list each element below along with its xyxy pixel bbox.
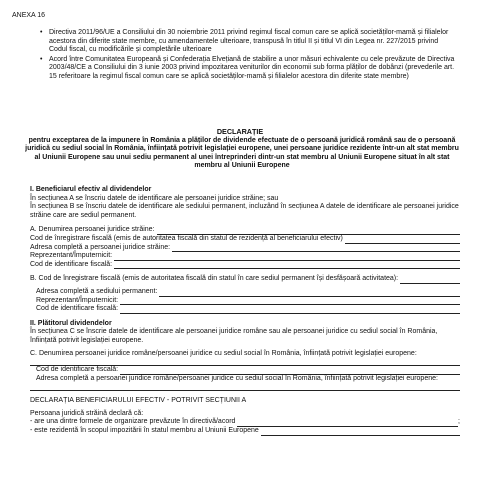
input-line[interactable] [120, 306, 460, 314]
permanent-establishment-address-field[interactable] [30, 288, 460, 297]
foreign-address-field[interactable] [30, 244, 460, 253]
input-line[interactable] [261, 428, 460, 436]
input-line[interactable] [120, 297, 460, 305]
input-line[interactable] [114, 253, 460, 261]
input-line[interactable] [400, 276, 460, 284]
bullet-icon: • [40, 29, 43, 36]
instruction-text: În secțiunea A se înscriu datele de identificare ale persoanei juridice străine; sau [30, 194, 279, 202]
input-line[interactable] [172, 244, 460, 252]
form-content [30, 186, 460, 436]
input-line[interactable] [345, 236, 460, 244]
organization-form-field[interactable] [30, 418, 460, 427]
field-label: Adresa completă a persoanei juridice străine: [30, 243, 171, 251]
instruction-text: În secțiunea C se înscrie datele de identificare ale persoanei juridice române sau ale persoanei juridice cu sediul social în România, înființată potrivit legislației europene. [30, 328, 438, 344]
list-item [40, 56, 458, 82]
input-line[interactable] [30, 358, 460, 366]
instruction-text: În secțiunea B se înscriu datele de identificare ale sediului permanent, incluzând în secțiunea A datele de identificare ale persoanei juridice străine care are sediul permanent. [30, 203, 459, 219]
beneficiary-declaration-heading: DECLARAȚIA BENEFICIARULUI EFECTIV - POTRIVIT SECȚIUNII A [30, 397, 247, 405]
reference-text: Acord între Comunitatea Europeană și Confederația Elvețiană de stabilire a unor măsuri echivalente cu cele prevăzute de Directiva 2003/48/CE a Consiliului din 3 iunie 2003 privind impozitarea veniturilor din economii sub forma plăților de dobânzi (prevederile art. 15 referitoare la regimul fiscal comun care se aplică societăților-mamă și filialelor acestora din diferite state membre) [49, 55, 455, 80]
field-label: Cod de identificare fiscală: [36, 305, 119, 313]
payer-name-label: C. Denumirea persoanei juridice române/persoanei juridice cu sediul social în România, înființată potrivit legislației europene: [30, 349, 417, 357]
field-label: - are una dintre formele de organizare prevăzute în directivă/acord [30, 418, 236, 426]
field-label: Cod de identificare fiscală: [36, 366, 119, 374]
section-heading: II. Plătitorul dividendelor [30, 319, 112, 327]
field-label: Cod de identificare fiscală: [30, 260, 113, 268]
instruction-text: Persoana juridică străină declară că: [30, 409, 144, 417]
reference-text: Directiva 2011/96/UE a Consiliului din 30 noiembrie 2011 privind regimul fiscal comun care se aplică societăților-mamă și filialelor acestora din diferite state membre, cu amendamentele ulterioare, transpusă în titlul II și titlul VI din Legea nr. 227/2015 privind Codul fiscal, cu modificările și completările ulterioare [49, 29, 449, 54]
field-label: Reprezentant/Împuternicit: [30, 252, 113, 260]
field-label: Adresa completă a sediului permanent: [36, 287, 158, 295]
field-label: B. Cod de înregistrare fiscală (emis de autoritatea fiscală din statul în care sediul permanent își desfășoară activitatea): [30, 275, 399, 283]
input-line[interactable] [157, 227, 460, 235]
foreign-representative-field[interactable] [30, 252, 460, 261]
permanent-establishment-id-code-field[interactable] [30, 305, 460, 314]
input-line[interactable] [120, 367, 460, 375]
payer-address-label: Adresa completă a persoanei juridice române/persoanei juridice cu sediul social în România, înființată potrivit legislației europene: [36, 374, 438, 382]
input-line[interactable] [114, 261, 460, 269]
declaration-title: DECLARAȚIE [216, 127, 264, 136]
tax-residence-field[interactable] [30, 427, 460, 436]
foreign-fiscal-code-field[interactable] [30, 235, 460, 244]
payer-name-field[interactable] [30, 358, 460, 366]
list-item [40, 29, 458, 55]
annex-label: ANEXA 16 [12, 12, 46, 19]
declaration-subtitle: pentru exceptarea de la impunere în România a plăților de dividende efectuate de o persoană juridică română sau de o persoană juridică cu sediul social în România, înființată potrivit legislației europene, unei persoane juridice rezidente într-un alt stat membru al Uniunii Europene sau unui sediu permanent al unei întreprinderi dintr-un stat membru al Uniunii Europene situat în alt stat membru al Uniunii Europene [25, 137, 459, 170]
foreign-entity-name-field[interactable] [30, 226, 460, 235]
field-label: Reprezentant/Împuternicit: [36, 296, 119, 304]
payer-id-code-field[interactable] [30, 366, 460, 375]
bullet-icon: • [40, 55, 43, 63]
input-line[interactable] [30, 383, 460, 391]
field-label: A. Denumirea persoanei juridice străine: [30, 226, 155, 234]
foreign-id-code-field[interactable] [30, 261, 460, 270]
field-label: Cod de înregistrare fiscală (emis de autoritatea fiscală din statul de rezidență al beneficiarului efectiv) [30, 234, 343, 242]
field-label: - este rezidentă în scopul impozitării în statul membru al Uniunii Europene [30, 427, 259, 435]
permanent-establishment-fiscal-code-field[interactable] [30, 275, 460, 284]
payer-address-field[interactable] [30, 383, 460, 391]
input-line[interactable] [159, 289, 460, 297]
permanent-establishment-representative-field[interactable] [30, 297, 460, 306]
legal-references-list [40, 29, 458, 83]
field-end-mark: ; [458, 418, 460, 426]
section-heading: I. Beneficiarul efectiv al dividendelor [30, 186, 152, 193]
input-line[interactable] [237, 419, 458, 427]
